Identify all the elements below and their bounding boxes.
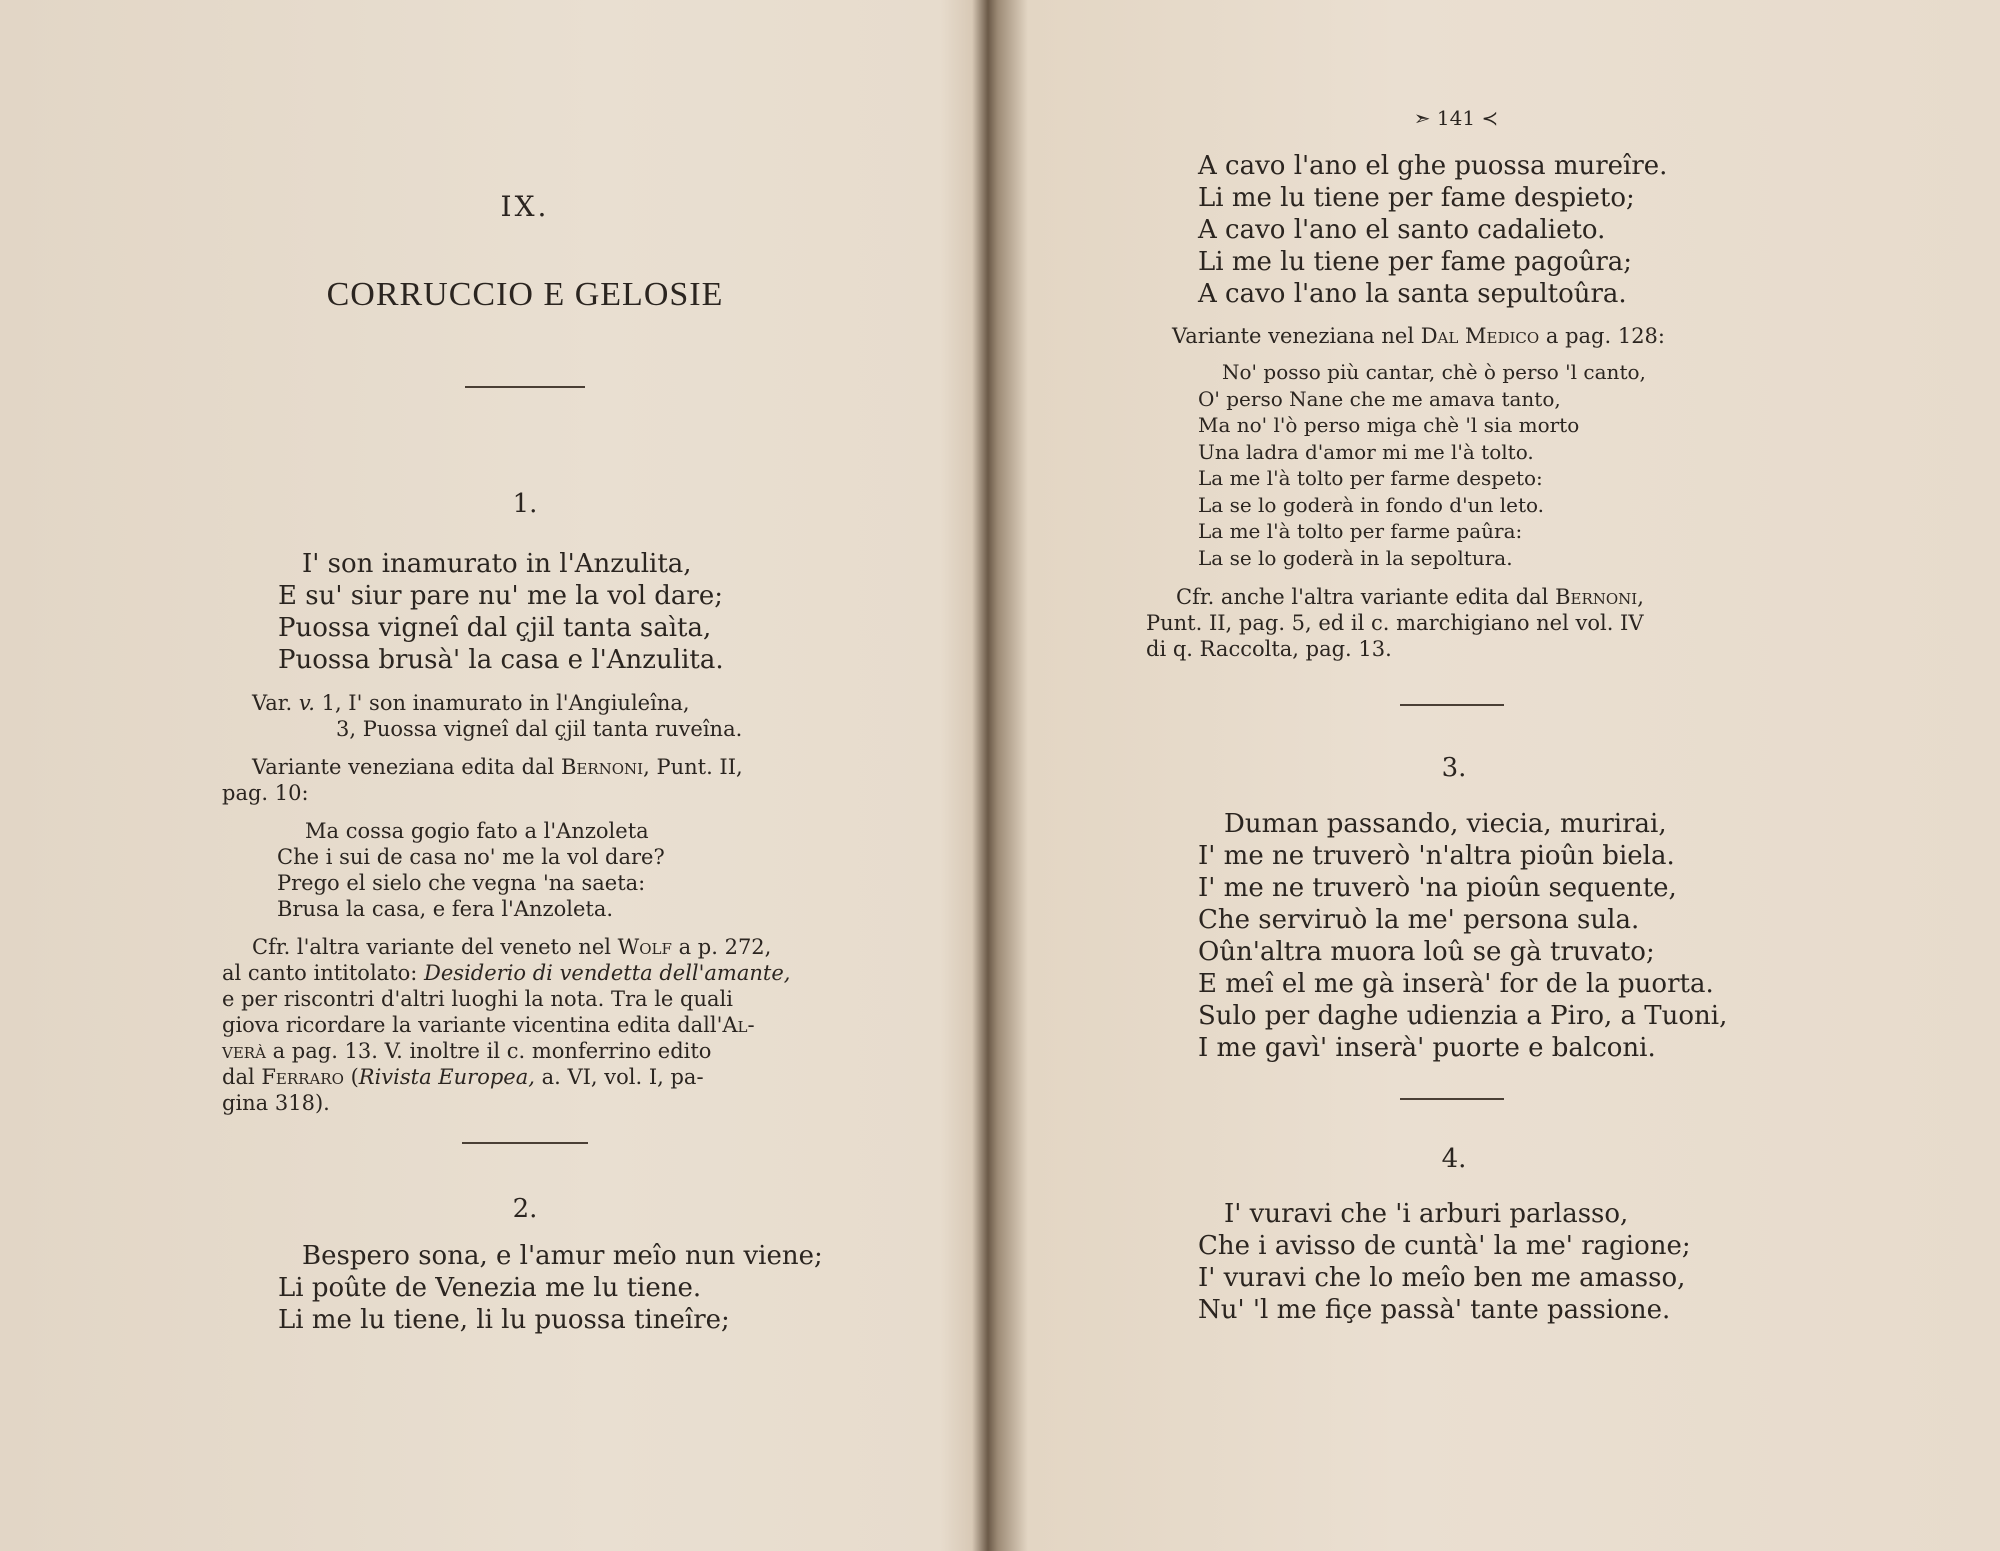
poem-3-number: 3. xyxy=(1441,753,1467,783)
poem-line: A cavo l'ano la santa sepultoûra. xyxy=(1198,279,1627,309)
cfr-note: Cfr. l'altra variante del veneto nel Wolf a p. 272, al canto intitolato: Desiderio di vendetta dell'amante, e per riscontri d'altri luoghi la nota. Tra le quali giova ricordare la variante vicentina edita dall'Al- verà a pag. 13. V. inoltre il c. monferrino edito dal Ferraro (Rivista Europea, a. VI, vol. I, pa- gina 318). xyxy=(222,935,791,1115)
poem-line: I' vuravi che 'i arburi parlasso, xyxy=(1224,1199,1629,1229)
poem-line: Che serviruò la me' persona sula. xyxy=(1198,905,1640,935)
poem-4-stanza xyxy=(1198,1198,1691,1326)
poem-line: I me gavì' inserà' puorte e balconi. xyxy=(1198,1033,1656,1063)
section-divider xyxy=(1400,704,1504,706)
venetian-variant-stanza xyxy=(277,818,665,922)
poem-2-stanza xyxy=(278,1240,823,1336)
poem-1-stanza xyxy=(278,548,724,676)
poem-line: I' son inamurato in l'Anzulita, xyxy=(302,549,692,579)
poem-line: A cavo l'ano el ghe puossa mureîre. xyxy=(1198,151,1668,181)
page-title: CORRUCCIO E GELOSIE xyxy=(326,276,724,313)
ornament-left: ➣ xyxy=(1413,106,1437,130)
title-divider xyxy=(465,386,585,388)
intro-line: Variante veneziana edita dal Bernoni, Punt. II, xyxy=(252,755,743,779)
cfr-note-2: Cfr. anche l'altra variante edita dal Bernoni, Punt. II, pag. 5, ed il c. marchigiano nel vol. IV di q. Raccolta, pag. 13. xyxy=(1146,585,1644,661)
variant-verse: La se lo goderà in fondo d'un leto. xyxy=(1198,492,1545,517)
section-divider xyxy=(462,1142,588,1144)
poem-line: A cavo l'ano el santo cadalieto. xyxy=(1198,215,1606,245)
variant-line-1: Var. v. 1, I' son inamurato in l'Angiuleîna, xyxy=(252,691,690,715)
variant-verse: O' perso Nane che me amava tanto, xyxy=(1198,386,1561,411)
variant-verse: Prego el sielo che vegna 'na saeta: xyxy=(277,871,646,895)
variant-verse: No' posso più cantar, chè ò perso 'l canto, xyxy=(1222,360,1646,384)
variant-verse: Ma no' l'ò perso miga chè 'l sia morto xyxy=(1198,413,1580,437)
variant-verse: La se lo goderà in la sepoltura. xyxy=(1198,545,1513,570)
section-divider xyxy=(1400,1098,1504,1100)
intro-line: pag. 10: xyxy=(222,781,309,805)
venetian-variant-2-stanza xyxy=(1198,359,1646,571)
ornament-right: ≺ xyxy=(1475,106,1499,130)
poem-line: Li me lu tiene per fame despieto; xyxy=(1198,183,1635,213)
poem-2-continuation xyxy=(1198,150,1667,310)
poem-4-number: 4. xyxy=(1441,1144,1467,1174)
left-page xyxy=(0,0,985,1551)
page-number: 141 xyxy=(1436,106,1476,130)
poem-line: I' vuravi che lo meîo ben me amasso, xyxy=(1198,1263,1686,1293)
poem-line: Puossa vigneî dal çjil tanta saìta, xyxy=(278,613,712,643)
poem-2-number: 2. xyxy=(512,1194,538,1224)
venetian-variant-2-intro: Variante veneziana nel Dal Medico a pag. 128: xyxy=(1172,324,1665,348)
poem-line: Che i avisso de cuntà' la me' ragione; xyxy=(1198,1231,1691,1261)
poem-line: Li me lu tiene per fame pagoûra; xyxy=(1198,247,1633,277)
poem-3-stanza xyxy=(1198,808,1727,1064)
variant-verse: Ma cossa gogio fato a l'Anzoleta xyxy=(305,819,649,843)
poem-line: Puossa brusà' la casa e l'Anzulita. xyxy=(278,645,724,675)
variant-verse: Brusa la casa, e fera l'Anzoleta. xyxy=(277,897,614,921)
variant-verse: La me l'à tolto per farme despeto: xyxy=(1198,466,1543,490)
variant-line-2: 3, Puossa vigneî dal çjil tanta ruveîna. xyxy=(336,717,743,741)
poem-line: E meî el me gà inserà' for de la puorta. xyxy=(1198,969,1714,999)
variant-verse: Una ladra d'amor mi me l'à tolto. xyxy=(1198,439,1534,464)
poem-line: E su' siur pare nu' me la vol dare; xyxy=(278,581,723,611)
poem-1-variants xyxy=(252,690,742,742)
poem-line: Li me lu tiene, li lu puossa tineîre; xyxy=(278,1305,730,1335)
poem-1-number: 1. xyxy=(512,489,538,519)
poem-line: Bespero sona, e l'amur meîo nun viene; xyxy=(302,1241,823,1271)
poem-line: Li poûte de Venezia me lu tiene. xyxy=(278,1273,702,1303)
poem-line: I' me ne truverò 'na pioûn sequente, xyxy=(1198,873,1677,903)
poem-line: I' me ne truverò 'n'altra pioûn biela. xyxy=(1198,841,1675,871)
poem-line: Duman passando, viecia, murirai, xyxy=(1224,809,1667,839)
page-number-row xyxy=(1396,106,1516,130)
variant-verse: La me l'à tolto per farme paûra: xyxy=(1198,519,1523,543)
section-numeral: IX. xyxy=(500,190,550,223)
poem-line: Sulo per daghe udienzia a Piro, a Tuoni, xyxy=(1198,1001,1728,1031)
venetian-variant-intro xyxy=(222,754,832,806)
poem-line: Nu' 'l me fiçe passà' tante passione. xyxy=(1198,1295,1671,1325)
right-page xyxy=(1000,0,2000,1551)
variant-verse: Che i sui de casa no' me la vol dare? xyxy=(277,845,665,869)
poem-line: Oûn'altra muora loû se gà truvato; xyxy=(1198,937,1655,967)
